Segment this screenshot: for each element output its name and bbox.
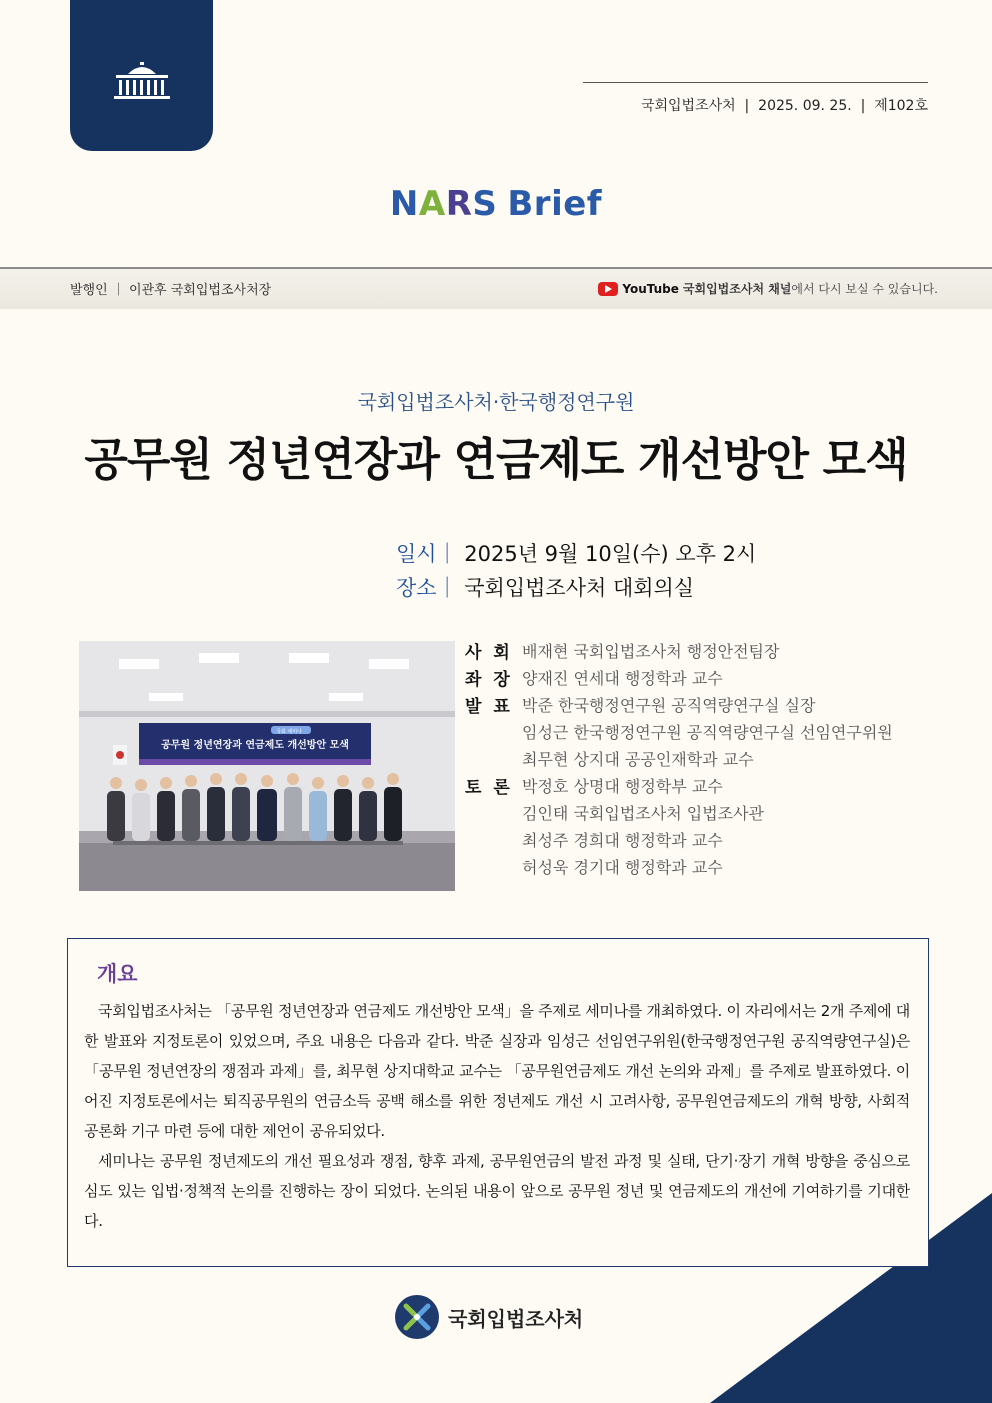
participant-role: 토 론	[465, 778, 513, 798]
assembly-building-icon	[106, 62, 178, 102]
participant-row	[465, 691, 893, 718]
issue-number: 제102호	[874, 98, 928, 114]
participants-list	[465, 637, 893, 880]
participant-name: 최무현 상지대 공공인재학과 교수	[522, 750, 754, 769]
participant-row	[465, 799, 893, 826]
participant-name: 박정호 상명대 행정학부 교수	[522, 777, 723, 796]
youtube-channel: 국회입법조사처 채널	[682, 282, 792, 296]
youtube-notice	[598, 280, 938, 297]
overview-paragraph-2: 세미나는 공무원 정년제도의 개선 필요성과 쟁점, 향후 과제, 공무원연금의 발전 과정 및 실태, 단기·장기 개혁 방향을 중심으로 심도 있는 입법·정책적 논의를 진행하는 장이 되었다. 논의된 내용이 앞으로 공무원 정년 및 연금제도의 개선에 기여하기를 기대한다.	[84, 1152, 910, 1230]
brand-letter-a: A	[418, 184, 446, 224]
place-label: 장소｜	[396, 576, 458, 600]
assembly-logo-tab	[70, 0, 213, 151]
publisher: 발행인 ｜ 이관후 국회입법조사처장	[70, 283, 272, 298]
event-place	[396, 572, 694, 602]
participant-row	[465, 772, 893, 799]
place-value: 국회입법조사처 대회의실	[464, 576, 695, 600]
brand-letter-r: R	[445, 184, 473, 224]
brand-letter-s: S	[472, 184, 498, 224]
participant-row	[465, 637, 893, 664]
seminar-photo	[79, 641, 455, 891]
banner-tag: 국회 세미나	[276, 729, 302, 735]
participant-name: 김인태 국회입법조사처 입법조사관	[522, 804, 765, 823]
organizers: 국회입법조사처·한국행정연구원	[357, 390, 635, 414]
nars-emblem-icon	[394, 1294, 440, 1340]
participant-name: 허성욱 경기대 행정학과 교수	[522, 858, 723, 877]
issuer: 국회입법조사처	[640, 98, 736, 114]
issue-date: 2025. 09. 25.	[758, 98, 852, 114]
participant-name: 박준 한국행정연구원 공직역량연구실 실장	[522, 696, 816, 715]
participant-role: 사 회	[465, 643, 513, 663]
participant-row	[465, 826, 893, 853]
participant-row	[465, 718, 893, 745]
nars-brief-logo	[0, 184, 992, 224]
date-label: 일시｜	[396, 542, 458, 566]
banner-title: 공무원 정년연장과 연금제도 개선방안 모색	[161, 740, 349, 751]
brand-letter-n: N	[389, 184, 419, 224]
participant-role: 좌 장	[465, 670, 513, 690]
youtube-icon	[598, 282, 618, 296]
participant-name: 배재현 국회입법조사처 행정안전팀장	[522, 642, 780, 661]
overview-paragraph-1: 국회입법조사처는 「공무원 정년연장과 연금제도 개선방안 모색」을 주제로 세미나를 개최하였다. 이 자리에서는 2개 주제에 대한 발표와 지정토론이 있었으며, 주요 내용은 다음과 같다. 박준 실장과 임성근 선임연구위원(한국행정연구원 공직역량연구실)은 「공무원 정년연장의 쟁점과 과제」를, 최무현 상지대학교 교수는 「공무원연금제도 개선 논의와 과제」를 주제로 발표하였다. 이어진 지정토론에서는 퇴직공무원의 연금소득 공백 해소를 위한 정년제도 개선 시 고려사항, 공무원연금제도의 개혁 방향, 사회적 공론화 기구 마련 등에 대한 제언이 공유되었다.	[84, 1002, 910, 1140]
footer-logo	[394, 1294, 583, 1340]
participant-row	[465, 664, 893, 691]
footer-org-name: 국회입법조사처	[448, 1306, 584, 1331]
youtube-word: YouTube	[622, 281, 679, 296]
youtube-text: 에서 다시 보실 수 있습니다.	[791, 282, 938, 296]
page-title: 공무원 정년연장과 연금제도 개선방안 모색	[84, 433, 908, 486]
overview-body	[84, 996, 910, 1236]
issue-meta: 국회입법조사처 | 2025. 09. 25. | 제102호	[640, 98, 928, 114]
meta-divider	[583, 82, 928, 83]
participant-row	[465, 745, 893, 772]
participant-row	[465, 853, 893, 880]
overview-heading: 개요	[97, 962, 138, 986]
date-value: 2025년 9월 10일(수) 오후 2시	[464, 542, 757, 566]
participant-name: 임성근 한국행정연구원 공직역량연구실 선임연구위원	[522, 723, 893, 742]
event-date	[396, 538, 756, 568]
participant-role: 발 표	[465, 697, 513, 717]
participant-name: 양재진 연세대 행정학과 교수	[522, 669, 723, 688]
brand-brief: Brief	[507, 184, 603, 224]
participant-name: 최성주 경희대 행정학과 교수	[522, 831, 723, 850]
